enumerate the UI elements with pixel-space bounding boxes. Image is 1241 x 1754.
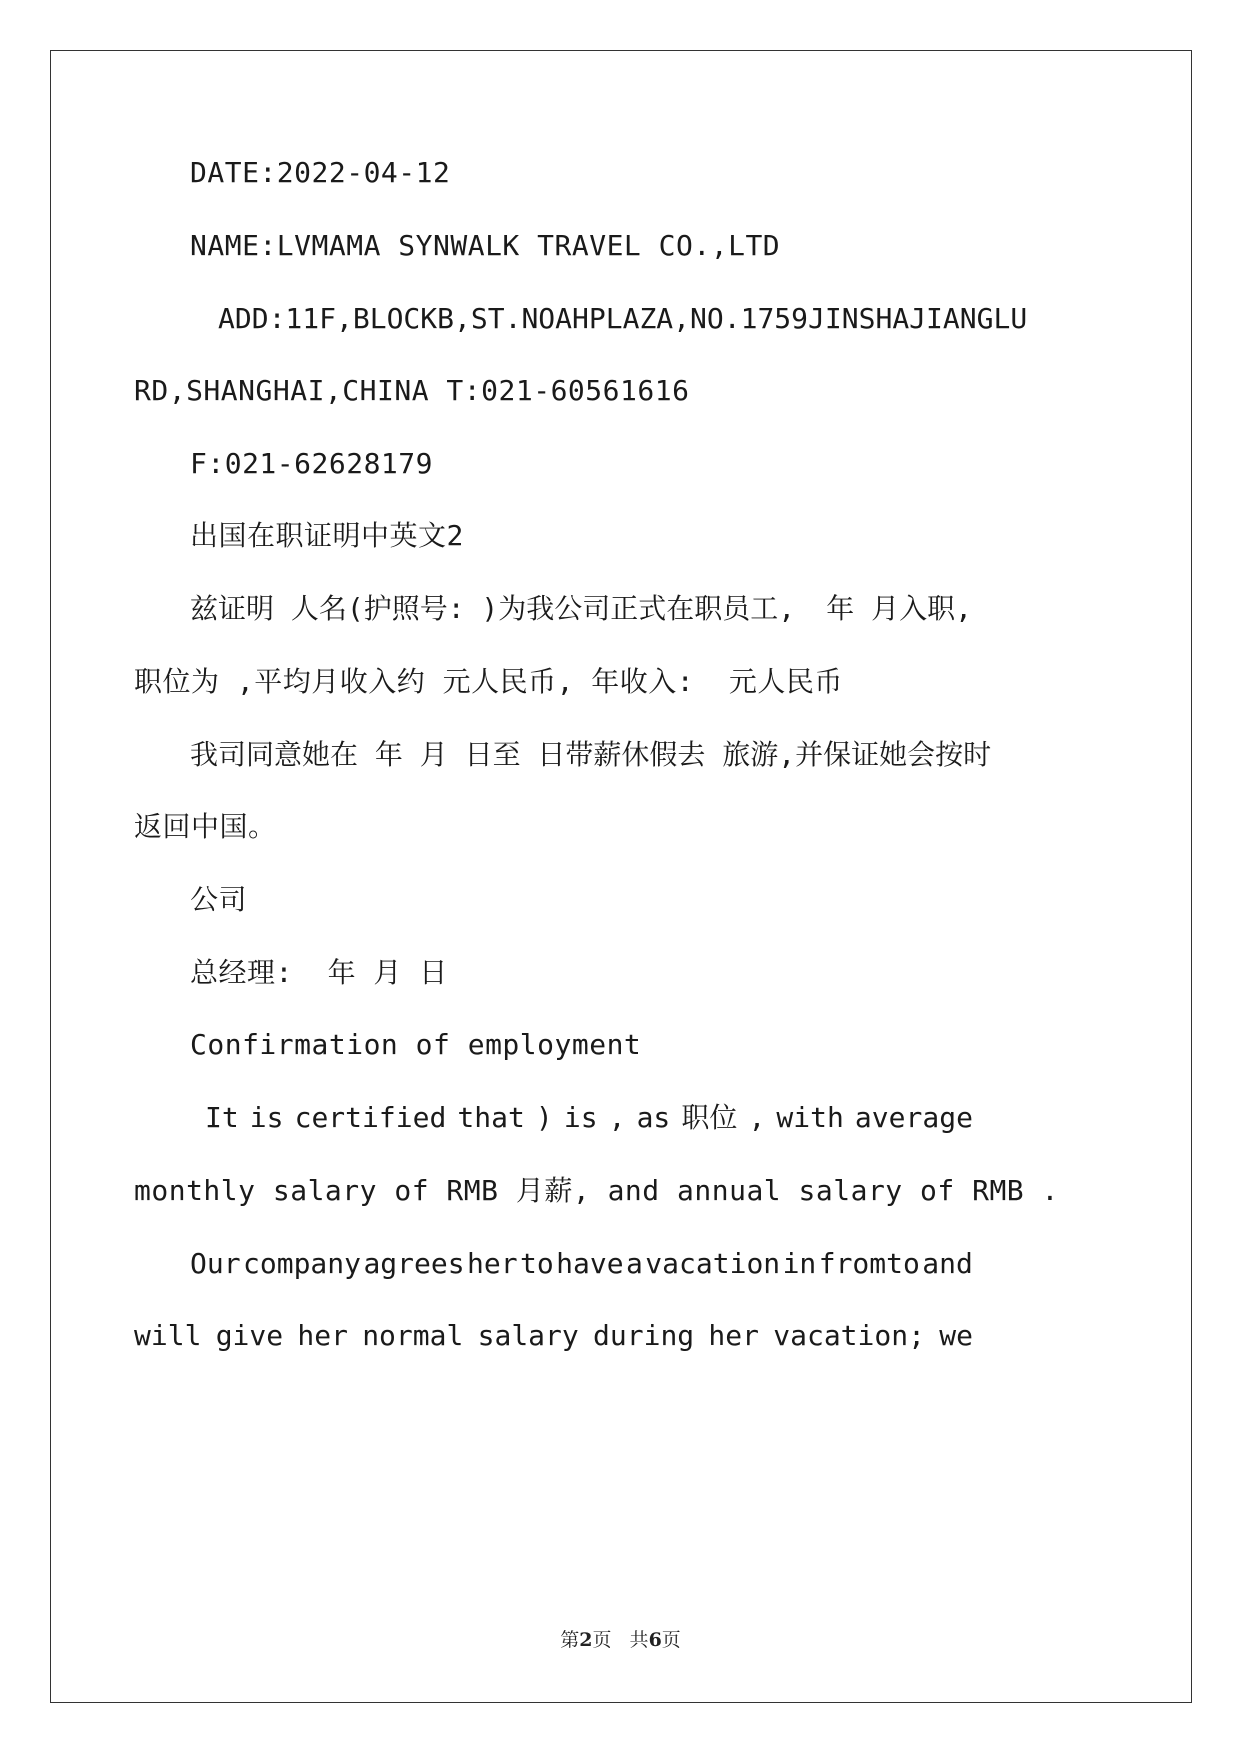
footer-mid: 页 共 bbox=[592, 1629, 649, 1651]
en-word: during bbox=[593, 1319, 695, 1352]
cn-text-segment: 年 月入职, bbox=[826, 592, 972, 625]
en-word: salary bbox=[477, 1319, 579, 1352]
page-border bbox=[50, 50, 1192, 1703]
en-word: a bbox=[626, 1247, 643, 1280]
en-word: company bbox=[243, 1247, 362, 1280]
address-word: B,ST.NOAH bbox=[437, 302, 589, 335]
page-footer bbox=[0, 1628, 1241, 1652]
address-word: JINSHAJIANGLU bbox=[808, 302, 1028, 335]
cn-paragraph-1-line-2: 职位为 ,平均月收入约 元人民币, 年收入: 元人民币 bbox=[134, 665, 843, 698]
en-word: and bbox=[922, 1247, 973, 1280]
en-word: average bbox=[854, 1101, 973, 1134]
en-word: , bbox=[608, 1101, 626, 1134]
en-word: her bbox=[708, 1319, 759, 1352]
address-line-2: RD,SHANGHAI,CHINA T:021-60561616 bbox=[134, 374, 690, 407]
en-paragraph-1-line-1 bbox=[205, 1100, 973, 1136]
en-word: Our bbox=[190, 1247, 241, 1280]
en-title: Confirmation of employment bbox=[190, 1028, 642, 1061]
en-word: It bbox=[205, 1101, 239, 1134]
cn-manager-signature: 总经理: 年 月 日 bbox=[190, 956, 448, 989]
en-word: vacation; bbox=[773, 1319, 925, 1352]
en-word: have bbox=[556, 1247, 624, 1280]
en-word: in bbox=[782, 1247, 817, 1280]
en-word: ) bbox=[535, 1101, 553, 1134]
fax-line: F:021-62628179 bbox=[190, 447, 434, 480]
en-word: her bbox=[297, 1319, 348, 1352]
cn-company: 公司 bbox=[190, 883, 248, 916]
en-word: that bbox=[457, 1101, 525, 1134]
address-word: ADD:11F,BLOCK bbox=[218, 302, 438, 335]
en-word: normal bbox=[362, 1319, 464, 1352]
en-word: , bbox=[748, 1101, 766, 1134]
cn-text-segment: 兹证明 人名(护照号: )为我公司正式在职员工, bbox=[190, 592, 796, 625]
footer-total-pages: 6 bbox=[648, 1629, 662, 1651]
cn-paragraph-2-line-2: 返回中国。 bbox=[134, 810, 277, 843]
en-paragraph-2-line-1 bbox=[190, 1246, 973, 1282]
en-word: is bbox=[563, 1101, 598, 1134]
en-word: her bbox=[467, 1247, 518, 1280]
en-paragraph-1-line-2: monthly salary of RMB 月薪, and annual salary of RMB . bbox=[134, 1174, 1059, 1207]
en-word: with bbox=[776, 1101, 844, 1134]
en-word: 职位 bbox=[681, 1101, 738, 1134]
en-word: give bbox=[215, 1319, 284, 1352]
en-word: certified bbox=[294, 1101, 447, 1134]
en-paragraph-2-line-2 bbox=[134, 1318, 973, 1354]
company-name-line: NAME:LVMAMA SYNWALK TRAVEL CO.,LTD bbox=[190, 229, 781, 262]
cn-title: 出国在职证明中英文2 bbox=[190, 519, 464, 552]
en-word: agrees bbox=[363, 1247, 465, 1280]
footer-suffix: 页 bbox=[661, 1629, 681, 1651]
en-word: is bbox=[249, 1101, 284, 1134]
address-line-1 bbox=[218, 301, 1028, 337]
date-line: DATE:2022-04-12 bbox=[190, 156, 451, 189]
en-word: to bbox=[520, 1247, 554, 1280]
footer-page-number: 2 bbox=[579, 1629, 593, 1651]
footer-prefix: 第 bbox=[560, 1629, 580, 1651]
en-word: vacation bbox=[645, 1247, 781, 1280]
en-word: as bbox=[636, 1101, 671, 1134]
cn-paragraph-1-line-1 bbox=[190, 591, 972, 627]
en-word: we bbox=[939, 1319, 973, 1352]
cn-text-segment: 我司同意她在 年 月 日至 日带薪休假去 旅游,并保证她会按时 bbox=[190, 738, 992, 771]
cn-paragraph-2-line-1 bbox=[190, 737, 992, 773]
address-word: PLAZA,NO.1759 bbox=[588, 302, 809, 335]
en-word: will bbox=[134, 1319, 202, 1352]
en-word: fromto bbox=[818, 1247, 920, 1280]
